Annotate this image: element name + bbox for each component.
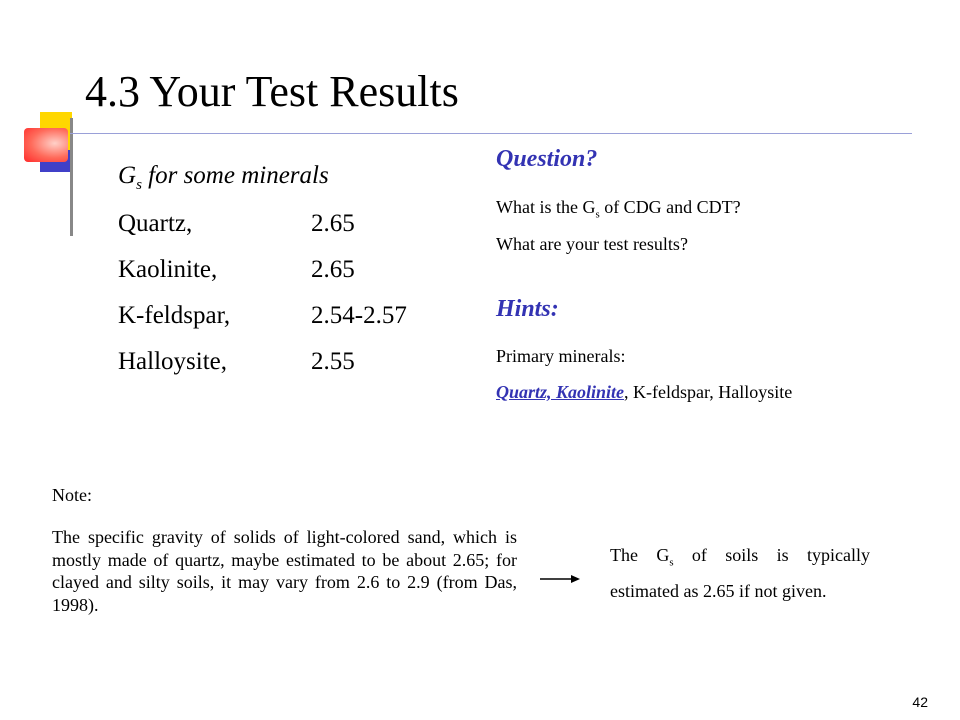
mineral-row: [118, 348, 355, 376]
mineral-row: [118, 302, 407, 330]
mineral-name: Halloysite,: [118, 348, 228, 375]
question-line-gs: What is the $G_s$ of CDG and CDT?: [496, 197, 741, 221]
mineral-row: [118, 256, 355, 284]
mineral-name: Kaolinite,: [118, 256, 218, 283]
note-body: The specific gravity of solids of light-colored sand, which is mostly made of quartz, maybe estimated to be about 2.65; for clayed and silty soils, it may vary from 2.6 to 2.9 (from Das, 1998).: [52, 527, 517, 615]
mineral-gs-value: 2.54-2.57: [311, 302, 407, 329]
hint-mineral-link[interactable]: Quartz, Kaolinite: [496, 382, 625, 402]
ornament-vertical-line: [70, 118, 73, 236]
mineral-name: Quartz,: [118, 210, 193, 237]
conclusion-text: The $G_s$ of soils is typically estimated as 2.65 if not given.: [610, 545, 871, 601]
gs-heading: $G_s$ for some minerals: [118, 162, 329, 193]
slide-title: 4.3 Your Test Results: [85, 67, 459, 116]
hints-mineral-list: Quartz, Kaolinite, K-feldspar, Halloysite: [496, 382, 793, 402]
title-underline: [70, 133, 912, 134]
hints-primary-minerals: Primary minerals:: [496, 346, 626, 366]
hints-heading: Hints:: [496, 296, 559, 322]
ornament-red-square: [24, 128, 68, 162]
mineral-gs-value: 2.55: [311, 348, 355, 375]
question-line-results: What are your test results?: [496, 234, 688, 254]
mineral-name: K-feldspar,: [118, 302, 231, 329]
page-number: 42: [912, 694, 928, 710]
mineral-gs-value: 2.65: [311, 256, 355, 283]
mineral-gs-value: 2.65: [311, 210, 355, 237]
arrow-right-icon: [540, 572, 580, 586]
mineral-row: [118, 210, 355, 238]
note-label: Note:: [52, 485, 92, 505]
question-heading: Question?: [496, 146, 598, 172]
